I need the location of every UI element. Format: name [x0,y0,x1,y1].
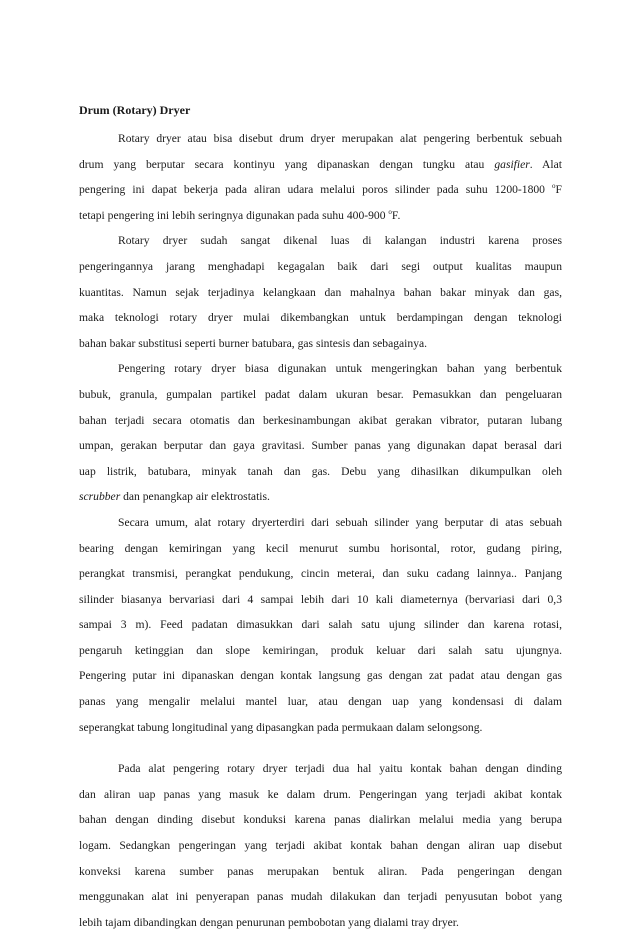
text-line: logam. Sedangkan pengeringan yang terjadi akibat kontak bahan dengan aliran uap disebut [79,839,562,853]
text-line: Pengering putar ini dipanaskan dengan kontak langsung gas dengan zat padat atau dengan gas [79,669,562,683]
text-line: Pada alat pengering rotary dryer terjadi dua hal yaitu kontak bahan dengan dinding [118,762,562,776]
text-line: pengaruh ketinggian dan slope kemiringan, produk keluar dari salah satu ujungnya. [79,643,562,657]
text-line: seperangkat tabung longitudinal yang dipasangkan pada permukaan dalam selongsong. [79,720,483,734]
text-line: bahan dengan dinding disebut konduksi karena panas dialirkan melalui media yang berupa [79,813,562,827]
paragraph-3 [79,356,562,510]
text-line: maka teknologi rotary dryer mulai dikembangkan untuk berdampingan dengan teknologi [79,311,562,325]
text-line: pengeringannya jarang menghadapi kegagalan baik dari segi output kualitas maupun [79,259,562,273]
section-heading: Drum (Rotary) Dryer [79,103,191,117]
text-line: menggunakan alat ini penyerapan panas mudah dilakukan dan terjadi penyusutan bobot yang [79,890,562,904]
text-line: dan aliran uap panas yang masuk ke dalam drum. Pengeringan yang terjadi akibat kontak [79,787,562,801]
text-line: uap listrik, batubara, minyak tanah dan gas. Debu yang dihasilkan dikumpulkan oleh [79,464,562,478]
text-line: Pengering rotary dryer biasa digunakan untuk mengeringkan bahan yang berbentuk [118,362,562,376]
text-line: scrubber dan penangkap air elektrostatis. [79,490,270,504]
text-line: pengering ini dapat bekerja pada aliran udara melalui poros silinder pada suhu 1200-1800 $^o$F [79,182,562,197]
text-line: Secara umum, alat rotary dryerterdiri dari sebuah silinder yang berputar di atas sebuah [118,515,562,529]
text-line: umpan, gerakan berputar dan gaya gravitasi. Sumber panas yang digunakan dapat berasal dari [79,439,562,453]
text-line: sampai 3 m). Feed padatan dimasukkan dari salah satu ujung silinder dan karena rotasi, [79,618,562,632]
text-line: bubuk, granula, gumpalan partikel padat dalam ukuran besar. Pemasukkan dan pengeluaran [79,387,562,401]
text-line: Rotary dryer atau bisa disebut drum dryer merupakan alat pengering berbentuk sebuah [118,132,562,145]
text-line: bahan bakar substitusi seperti burner batubara, gas sintesis dan sebagainya. [79,336,428,350]
text-line: perangkat transmisi, perangkat pendukung, cincin meterai, dan suku cadang lainnya.. Panjang [79,567,562,581]
paragraph-1 [79,126,562,228]
text-line: bearing dengan kemiringan yang kecil menurut sumbu horisontal, rotor, gudang piring, [79,541,562,555]
italic-term: gasifier [494,157,530,171]
degree-superscript: o [552,182,556,191]
paragraph-2 [79,228,562,356]
text-line: konveksi karena sumber panas merupakan bentuk aliran. Pada pengeringan dengan [79,864,562,878]
text-line: drum yang berputar secara kontinyu yang dipanaskan dengan tungku atau gasifier. Alat [79,157,562,171]
text-line: Rotary dryer sudah sangat dikenal luas di kalangan industri karena proses [118,234,562,248]
text-line: lebih tajam dibandingkan dengan penurunan pembobotan yang dialami tray dryer. [79,915,459,929]
text-line: panas yang mengalir melalui mantel luar, atau dengan uap yang kondensasi di dalam [79,695,562,709]
degree-superscript: o [388,207,392,216]
paragraph-5 [79,756,562,935]
text-line: silinder biasanya bervariasi dari 4 sampai lebih dari 10 kali diameternya (bervariasi dari 0,3 [79,592,562,606]
paragraph-4 [79,510,562,740]
text-line: kuantitas. Namun sejak terjadinya kelangkaan dan mahalnya bahan bakar minyak dan gas, [79,285,562,299]
text-line: bahan terjadi secara otomatis dan berkesinambungan akibat gerakan vibrator, putaran lubang [79,413,562,427]
text-line: tetapi pengering ini lebih seringnya digunakan pada suhu 400-900 $^o$F. [79,207,401,222]
italic-term: scrubber [79,490,121,504]
